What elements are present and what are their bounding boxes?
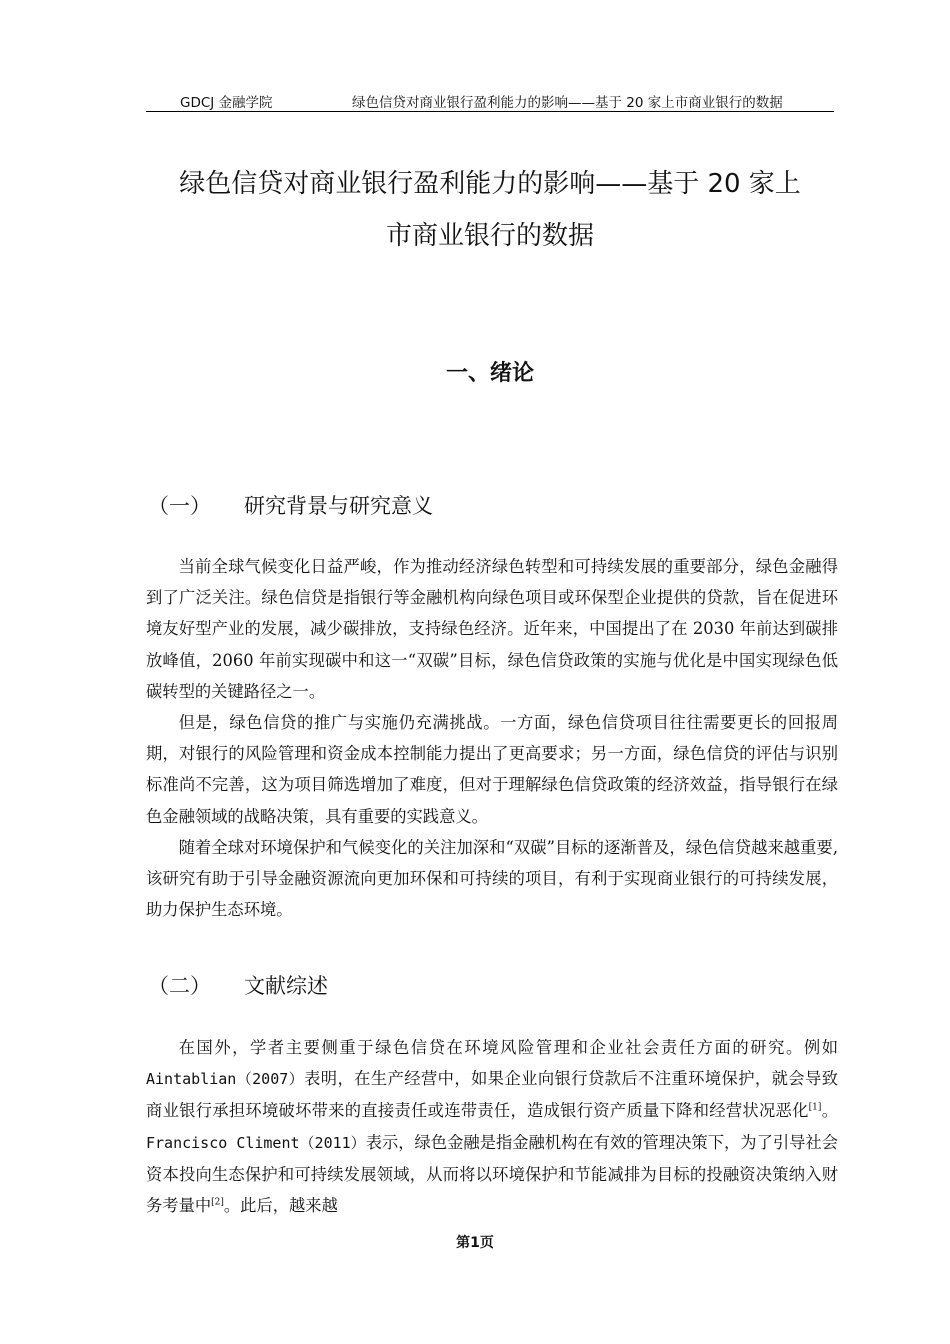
header-paper-title: 绿色信贷对商业银行盈利能力的影响——基于 20 家上市商业银行的数据 bbox=[352, 95, 783, 111]
text-run: 在国外，学者主要侧重于绿色信贷在环境风险管理和企业社会责任方面的研究。例如 bbox=[178, 1038, 838, 1057]
subsection-heading-literature bbox=[148, 970, 328, 1000]
subsection-number: （二） bbox=[148, 974, 211, 998]
paragraph: 当前全球气候变化日益严峻，作为推动经济绿色转型和可持续发展的重要部分，绿色金融得到了广泛关注。绿色信贷是指银行等金融机构向绿色项目或环保型企业提供的贷款，旨在促进环境友好型产业的发展，减少碳排放，支持绿色经济。近年来，中国提出了在 2030 年前达到碳排放峰值，2060 年前实现碳中和这一“双碳”目标，绿色信贷政策的实施与优化是中国实现绿色低碳转型的关键路径之一。 bbox=[146, 557, 838, 701]
paper-title bbox=[146, 158, 834, 262]
reference-marker[interactable]: [1] bbox=[808, 1102, 822, 1113]
citation-author: Aintablian（2007） bbox=[146, 1070, 305, 1089]
citation-author: Francisco Climent（2011） bbox=[146, 1133, 366, 1152]
text-run: 表示，绿色金融是指金融机构在有效的管理决策下，为了引导社会资本投向生态保护和可持续发展领域，从而将以环境保护和节能减排为目标的投融资决策纳入财务考量中 bbox=[146, 1132, 838, 1216]
literature-paragraphs bbox=[146, 1032, 838, 1221]
header-institution: GDCJ 金融学院 bbox=[180, 95, 273, 111]
background-paragraphs bbox=[146, 551, 838, 925]
text-run: 。 bbox=[821, 1101, 838, 1121]
subsection-title: 文献综述 bbox=[244, 974, 328, 998]
section-heading-introduction: 一、绪论 bbox=[445, 361, 534, 386]
paragraph: 随着全球对环境保护和气候变化的关注加深和“双碳”目标的逐渐普及，绿色信贷越来越重要,该研究有助于引导金融资源流向更加环保和可持续的项目，有利于实现商业银行的可持续发展，助力保护生态环境。 bbox=[146, 837, 838, 920]
paper-title-line2: 市商业银行的数据 bbox=[385, 221, 594, 251]
paragraph: 但是，绿色信贷的推广与实施仍充满挑战。一方面，绿色信贷项目往往需要更长的回报周期，对银行的风险管理和资金成本控制能力提出了更高要求；另一方面，绿色信贷的评估与识别标准尚不完善，这为项目筛选增加了难度，但对于理解绿色信贷政策的经济效益，指导银行在绿色金融领域的战略决策，具有重要的实践意义。 bbox=[146, 713, 838, 826]
subsection-title: 研究背景与研究意义 bbox=[244, 494, 433, 518]
paragraph bbox=[146, 1032, 838, 1221]
running-header bbox=[146, 91, 834, 112]
reference-marker[interactable]: [2] bbox=[211, 1197, 224, 1208]
page-number: 第1页 bbox=[456, 1235, 494, 1251]
paper-title-line1: 绿色信贷对商业银行盈利能力的影响——基于 20 家上 bbox=[179, 169, 801, 199]
text-run: 表明，在生产经营中，如果企业向银行贷款后不注重环境保护，就会导致商业银行承担环境破坏带来的直接责任或连带责任，造成银行资产质量下降和经营状况恶化 bbox=[146, 1069, 838, 1121]
text-run: 。此后，越来越 bbox=[223, 1196, 338, 1216]
subsection-number: （一） bbox=[148, 494, 211, 518]
subsection-heading-background bbox=[148, 490, 433, 520]
